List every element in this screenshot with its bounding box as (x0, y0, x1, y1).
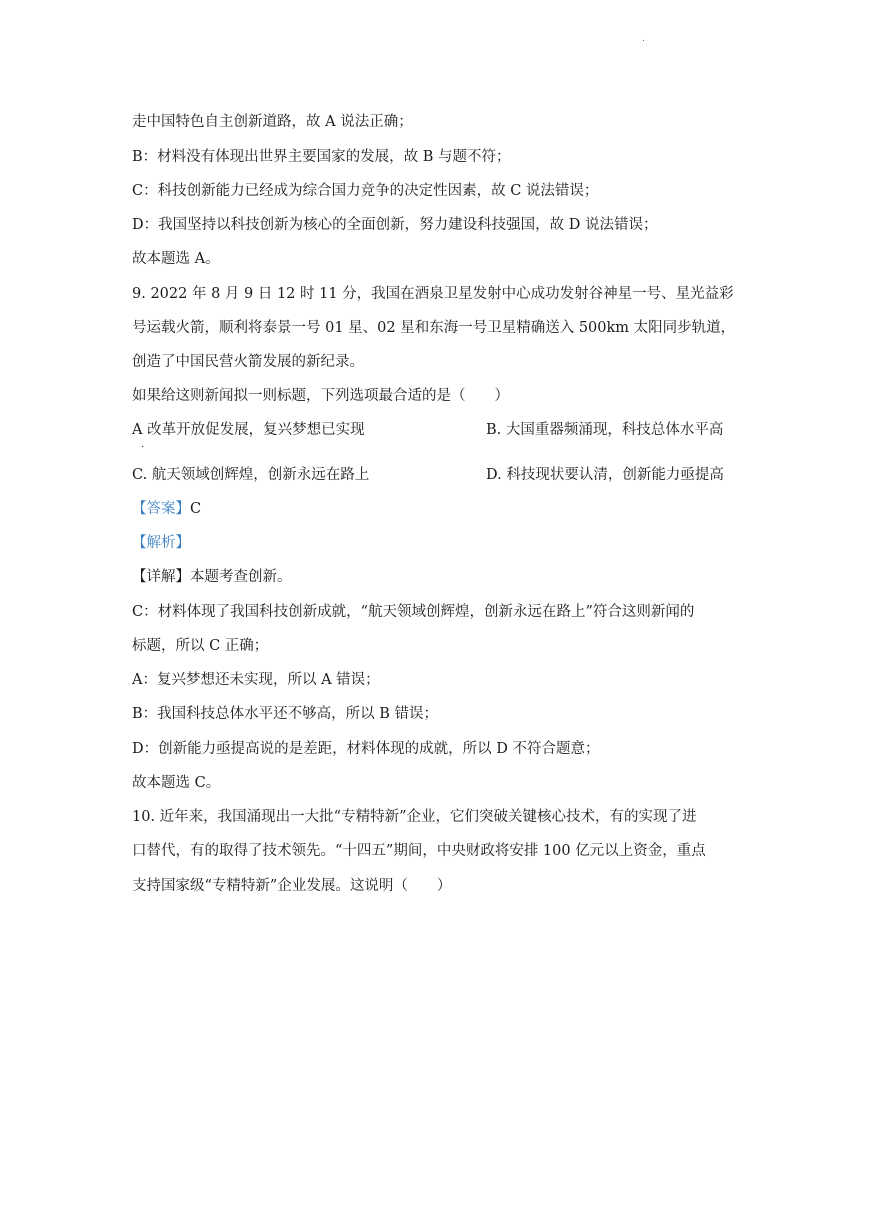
question-10-stem: 口替代，有的取得了技术领先。“十四五”期间，中央财政将安排 100 亿元以上资金，重点 (132, 843, 706, 859)
answer-label: 【答案】 (132, 501, 190, 517)
text-line: 故本题选 A。 (132, 251, 220, 267)
header-mark: . (642, 34, 645, 44)
question-10-stem: 支持国家级“专精特新”企业发展。这说明（ ） (132, 878, 452, 894)
text-line: 走中国特色自主创新道路，故 A 说法正确； (132, 114, 413, 130)
text-line: D：我国坚持以科技创新为核心的全面创新，努力建设科技强国，故 D 说法错误； (132, 217, 658, 233)
answer-line (132, 499, 201, 519)
detail-label: 【详解】 (132, 569, 190, 585)
option-d: D. 科技现状要认清，创新能力亟提高 (486, 467, 724, 483)
option-b: B. 大国重器频涌现，科技总体水平高 (486, 422, 724, 438)
analysis-label: 【解析】 (132, 535, 190, 551)
option-a-dot: · (141, 442, 145, 453)
text-line: B：材料没有体现出世界主要国家的发展，故 B 与题不符； (132, 149, 511, 165)
option-c: C. 航天领域创辉煌，创新永远在路上 (132, 467, 370, 483)
answer-value: C (190, 501, 202, 517)
question-9-stem: 创造了中国民营火箭发展的新纪录。 (132, 354, 364, 370)
text-line: D：创新能力亟提高说的是差距，材料体现的成就，所以 D 不符合题意； (132, 741, 600, 757)
option-a: A 改革开放促发展，复兴梦想已实现 (132, 422, 365, 438)
text-line: C：科技创新能力已经成为综合国力竞争的决定性因素，故 C 说法错误； (132, 183, 599, 199)
question-10-stem: 10. 近年来，我国涌现出一大批“专精特新”企业，它们突破关键核心技术，有的实现了进 (132, 809, 697, 825)
text-line: 故本题选 C。 (132, 775, 221, 791)
text-line: B：我国科技总体水平还不够高，所以 B 错误； (132, 706, 439, 722)
text-line: 标题，所以 C 正确； (132, 638, 269, 654)
detail-text: 本题考查创新。 (190, 569, 292, 585)
question-9-stem: 号运载火箭，顺利将泰景一号 01 星、02 星和东海一号卫星精确送入 500km 太阳同步轨道， (132, 320, 736, 336)
detail-line (132, 567, 292, 587)
question-9-prompt: 如果给这则新闻拟一则标题，下列选项最合适的是（ ） (132, 388, 509, 404)
text-line: C：材料体现了我国科技创新成就，“航天领域创辉煌，创新永远在路上”符合这则新闻的 (132, 604, 695, 620)
text-line: A：复兴梦想还未实现，所以 A 错误； (132, 672, 380, 688)
question-9-stem: 9. 2022 年 8 月 9 日 12 时 11 分，我国在酒泉卫星发射中心成功发射谷神星一号、星光益彩 (132, 286, 734, 302)
